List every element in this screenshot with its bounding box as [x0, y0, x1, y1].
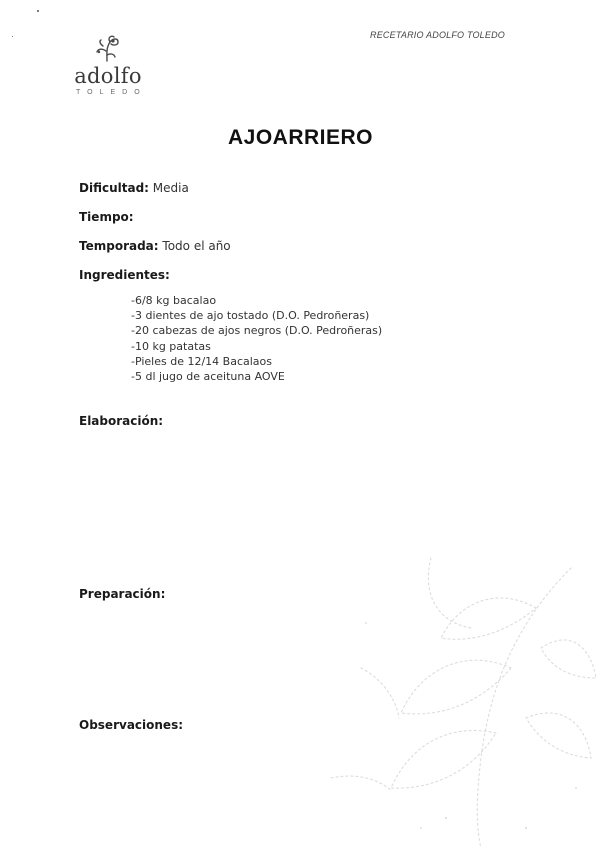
recipe-book-reference: RECETARIO ADOLFO TOLEDO [370, 30, 505, 40]
scan-speck [37, 10, 39, 12]
field-preparacion [79, 587, 165, 601]
list-item: -Pieles de 12/14 Bacalaos [131, 354, 273, 368]
field-tiempo [79, 210, 134, 224]
field-temporada [79, 239, 231, 253]
list-item: -5 dl jugo de aceituna AOVE [131, 370, 285, 384]
recipe-title: AJOARRIERO [227, 126, 374, 149]
dificultad-label: Dificultad: [79, 181, 149, 195]
list-item: -20 cabezas de ajos negros (D.O. Pedroñeras) [131, 324, 383, 338]
field-elaboracion [79, 414, 163, 428]
adolfo-logo [70, 34, 146, 96]
observaciones-label: Observaciones: [79, 718, 184, 732]
list-item: -10 kg patatas [131, 339, 211, 353]
list-item: -3 dientes de ajo tostado (D.O. Pedroñeras) [131, 309, 370, 323]
field-dificultad [79, 181, 189, 195]
field-ingredientes [79, 268, 170, 282]
list-item: -6/8 kg bacalao [131, 294, 217, 307]
scan-speck [12, 36, 13, 37]
field-observaciones [79, 718, 183, 732]
ingredientes-label: Ingredientes: [79, 268, 170, 282]
leaf-ornament-icon [271, 528, 601, 848]
temporada-label: Temporada: [79, 239, 159, 253]
ingredient-list [131, 293, 382, 384]
temporada-value: Todo el año [162, 239, 231, 253]
dificultad-value: Media [152, 181, 189, 195]
logo-subtitle: TOLEDO [76, 89, 147, 96]
elaboracion-label: Elaboración: [79, 414, 164, 428]
preparacion-label: Preparación: [79, 587, 166, 601]
flower-sprig-icon [91, 34, 125, 64]
tiempo-label: Tiempo: [79, 210, 134, 224]
logo-wordmark: adolfo [74, 64, 142, 88]
